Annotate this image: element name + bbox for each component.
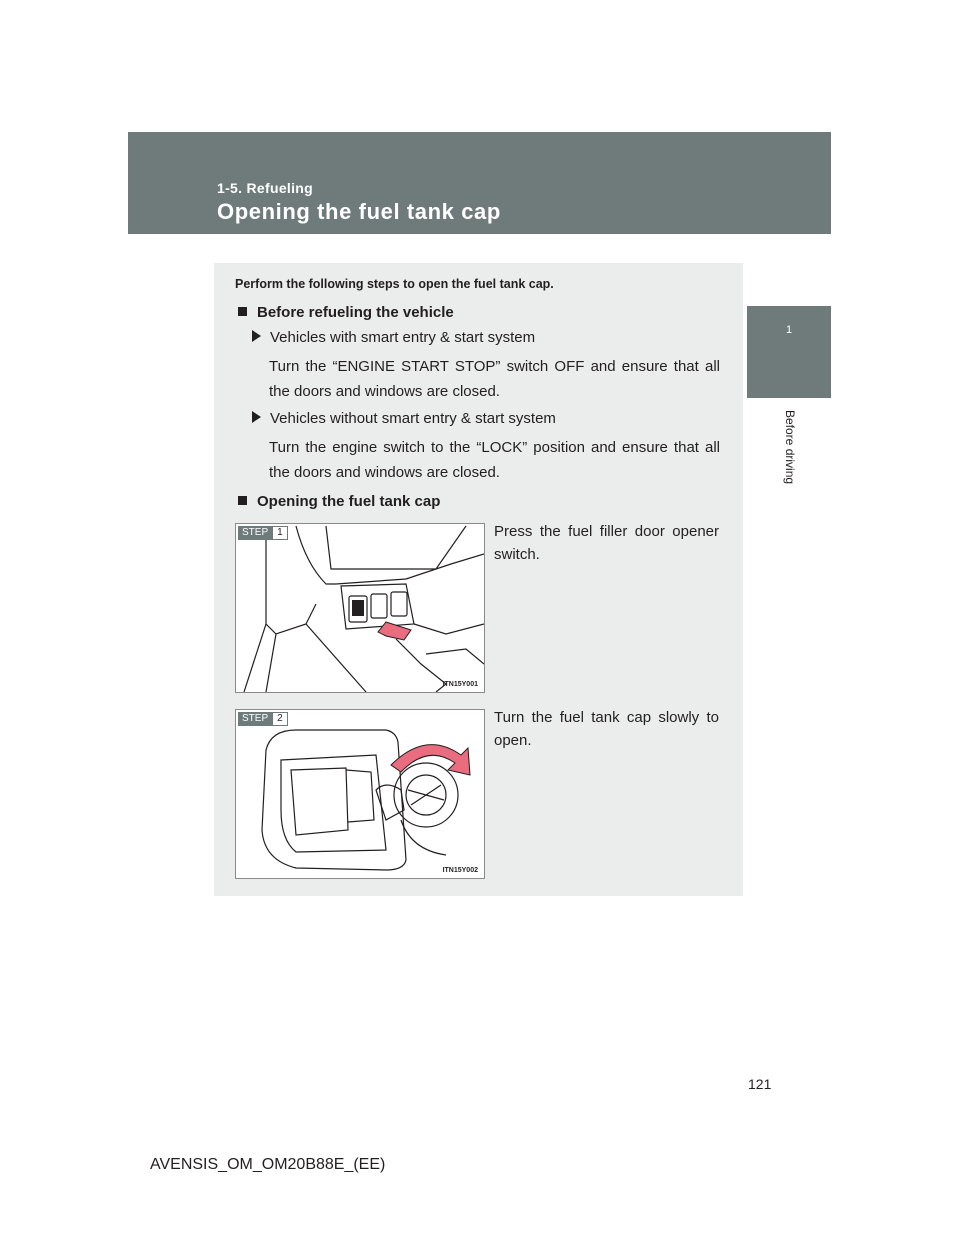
page-number: 121 (748, 1076, 772, 1092)
chapter-tab[interactable] (747, 306, 831, 398)
chapter-number: 1 (785, 324, 793, 336)
heading-before-refueling: Before refueling the vehicle (238, 304, 454, 321)
document-code: AVENSIS_OM_OM20B88E_(EE) (150, 1156, 386, 1173)
figure-code: ITN15Y002 (442, 867, 478, 874)
page-title: Opening the fuel tank cap (217, 199, 501, 224)
square-bullet-icon (238, 496, 247, 505)
step2-badge: STEP 2 (238, 712, 288, 726)
step2-figure (235, 709, 485, 879)
square-bullet-icon (238, 307, 247, 316)
triangle-bullet-icon (252, 411, 261, 423)
step1-badge: STEP 1 (238, 526, 288, 540)
step1-figure (235, 523, 485, 693)
step1-text: Press the fuel filler door opener switch. (494, 523, 719, 563)
paragraph-smart-entry: Turn the “ENGINE START STOP” switch OFF and ensure that all the doors and windows are closed. (269, 358, 720, 400)
content-panel (214, 263, 743, 896)
step2-text: Turn the fuel tank cap slowly to open. (494, 709, 719, 749)
section-label: 1-5. Refueling (217, 180, 313, 196)
triangle-bullet-icon (252, 330, 261, 342)
fuel-cap-illustration (236, 710, 484, 878)
subitem-smart-entry: Vehicles with smart entry & start system (252, 329, 535, 346)
chapter-label: Before driving (783, 410, 797, 485)
heading-opening-cap: Opening the fuel tank cap (238, 493, 440, 510)
fuel-door-switch-illustration (236, 524, 484, 692)
subitem-no-smart-entry: Vehicles without smart entry & start system (252, 410, 556, 427)
intro-text: Perform the following steps to open the fuel tank cap. (235, 277, 554, 291)
paragraph-no-smart-entry: Turn the engine switch to the “LOCK” position and ensure that all the doors and windows are closed. (269, 439, 720, 481)
figure-code: ITN15Y001 (442, 681, 478, 688)
